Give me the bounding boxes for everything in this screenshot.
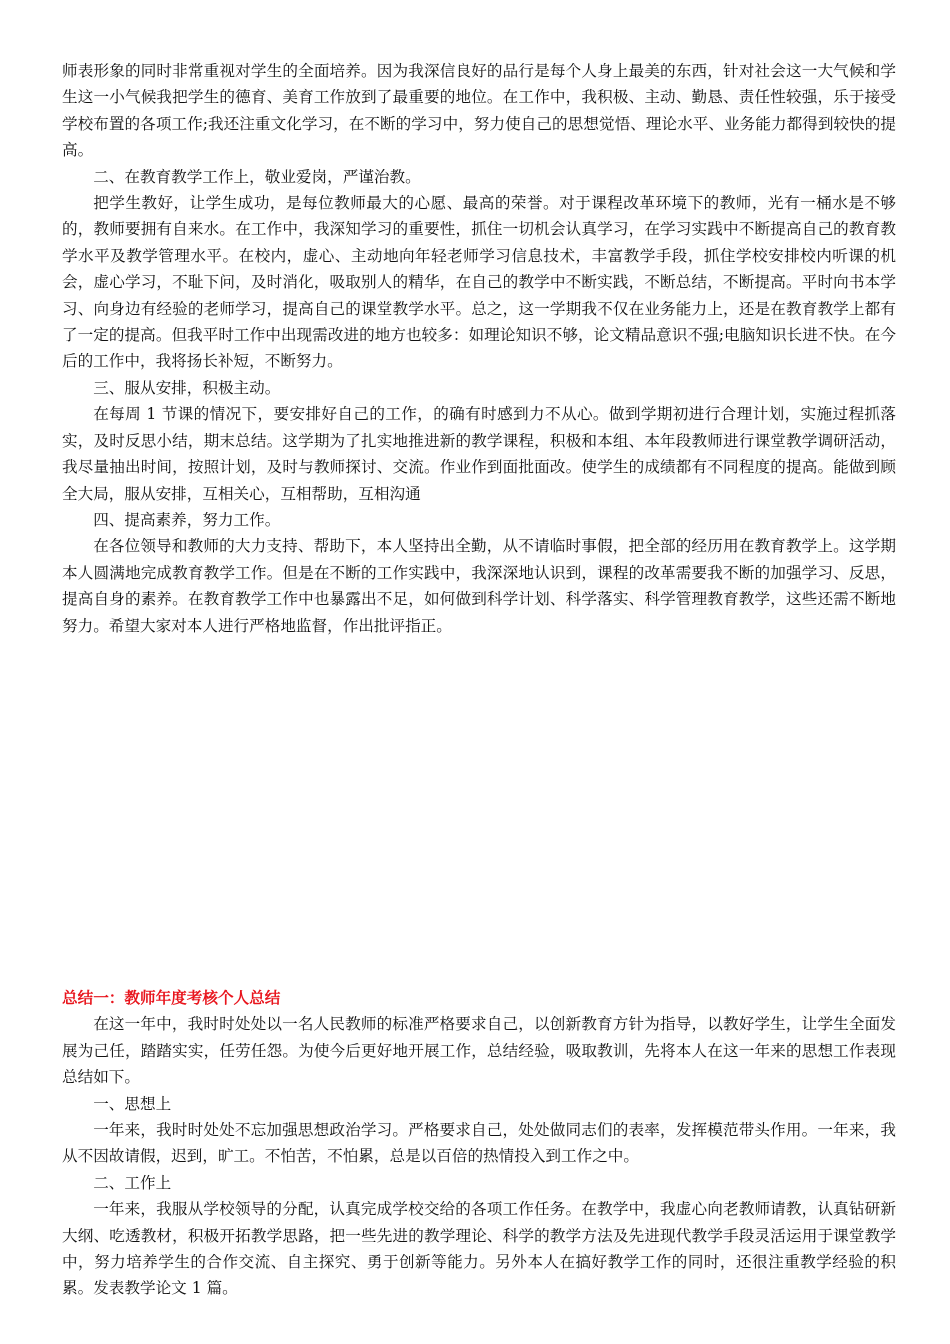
heading-work: 二、工作上 (93, 1173, 172, 1192)
document-part-two (62, 985, 896, 1302)
paragraph-work: 一年来，我服从学校领导的分配，认真完成学校交给的各项工作任务。在教学中，我虚心向老教师请教，认真钻研新大纲、吃透教材，积极开拓教学思路，把一些先进的教学理论、科学的教学方法及先进现代教学手段灵活运用于课堂教学中，努力培养学生的合作交流、自主探究、勇于创新等能力。另外本人在搞好教学工作的同时，还很注重教学经验的积累。发表教学论文 1 篇。 (62, 1200, 896, 1298)
heading-teaching-work: 二、在教育教学工作上，敬业爱岗，严谨治教。 (93, 167, 421, 186)
heading-obey-arrangement: 三、服从安排，积极主动。 (93, 378, 281, 397)
paragraph-teacher-image: 师表形象的同时非常重视对学生的全面培养。因为我深信良好的品行是每个人身上最美的东西，针对社会这一大气候和学生这一小气候我把学生的德育、美育工作放到了最重要的地位。在工作中，我积极、主动、勤恳、责任性较强，乐于接受学校布置的各项工作;我还注重文化学习，在不断的学习中，努力使自己的思想觉悟、理论水平、业务能力都得到较快的提高。 (62, 62, 896, 160)
paragraph-thought: 一年来，我时时处处不忘加强思想政治学习。严格要求自己，处处做同志们的表率，发挥模范带头作用。一年来，我从不因故请假，迟到，旷工。不怕苦，不怕累，总是以百倍的热情投入到工作之中。 (62, 1121, 896, 1166)
heading-improve-quality: 四、提高素养，努力工作。 (93, 510, 281, 529)
paragraph-intro: 在这一年中，我时时处处以一名人民教师的标准严格要求自己，以创新教育方针为指导，以教好学生，让学生全面发展为己任，踏踏实实，任劳任怨。为使今后更好地开展工作，总结经验，吸取教训，先将本人在这一年来的思想工作表现总结如下。 (62, 1015, 896, 1087)
paragraph-obey-arrangement: 在每周 1 节课的情况下，要安排好自己的工作，的确有时感到力不从心。做到学期初进行合理计划，实施过程抓落实，及时反思小结，期末总结。这学期为了扎实地推进新的教学课程，积极和本组、本年段教师进行课堂教学调研活动，我尽量抽出时间，按照计划，及时与教师探讨、交流。作业作到面批面改。使学生的成绩都有不同程度的提高。能做到顾全大局，服从安排，互相关心，互相帮助，互相沟通 (62, 405, 896, 503)
paragraph-teaching-work: 把学生教好，让学生成功，是每位教师最大的心愿、最高的荣誉。对于课程改革环境下的教师，光有一桶水是不够的，教师要拥有自来水。在工作中，我深知学习的重要性，抓住一切机会认真学习，在学习实践中不断提高自己的教育教学水平及教学管理水平。在校内，虚心、主动地向年轻老师学习信息技术，丰富教学手段，抓住学校安排校内听课的机会，虚心学习，不耻下问，及时消化，吸取别人的精华，在自己的教学中不断实践，不断总结，不断提高。平时向书本学习、向身边有经验的老师学习，提高自己的课堂教学水平。总之，这一学期我不仅在业务能力上，还是在教育教学上都有了一定的提高。但我平时工作中出现需改进的地方也较多：如理论知识不够，论文精品意识不强;电脑知识长进不快。在今后的工作中，我将扬长补短，不断努力。 (62, 194, 896, 371)
summary-title: 总结一：教师年度考核个人总结 (62, 989, 281, 1007)
heading-thought: 一、思想上 (93, 1094, 172, 1113)
document-part-one (62, 58, 896, 639)
paragraph-improve-quality: 在各位领导和教师的大力支持、帮助下，本人坚持出全勤，从不请临时事假，把全部的经历用在教育教学上。这学期本人圆满地完成教育教学工作。但是在不断的工作实践中，我深深地认识到，课程的改革需要我不断的加强学习、反思，提高自身的素养。在教育教学工作中也暴露出不足，如何做到科学计划、科学落实、科学管理教育教学，这些还需不断地努力。希望大家对本人进行严格地监督，作出批评指正。 (62, 537, 896, 635)
